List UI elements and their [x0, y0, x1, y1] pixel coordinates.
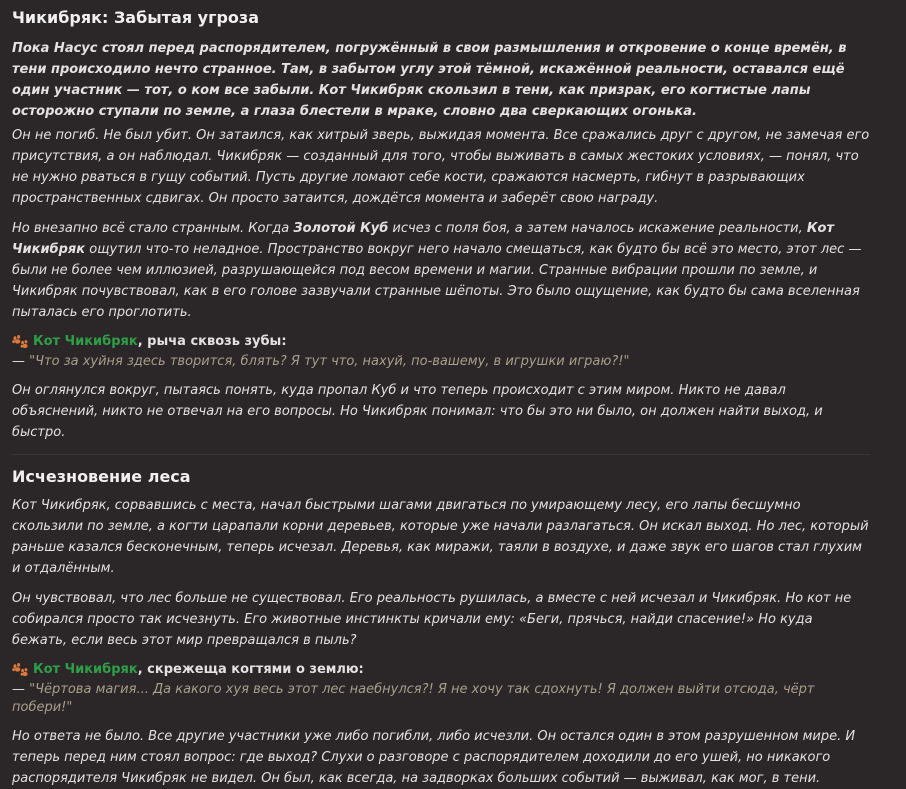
paragraph: Он чувствовал, что лес больше не существовал. Его реальность рушилась, а вместе с ней исчезал и Чикибряк. Но кот не собирался просто так исчезнуть. Его животные инстинкты кричали ему: «Беги, прячься, найди спасение!» Но куда бежать, если весь этот мир превращался в пыль?: [12, 591, 852, 648]
section-heading-forgotten-threat: Чикибряк: Забытая угроза: [12, 8, 259, 27]
intro-paragraph: Пока Насус стоял перед распорядителем, погружённый в свои размышления и откровение о конце времён, в тени происходило нечто странное. Там, в забытом углу этой тёмной, искажённой реальности, оставался ещё один участник — тот, о ком все забыли. Кот Чикибряк скользил в тени, как призрак, его когтистые лапы осторожно ступали по земле, а глаза блестели в мраке, словно два сверкающих огонька.: [12, 41, 847, 119]
paw-prints-icon: [12, 663, 28, 677]
paragraph: Он оглянулся вокруг, пытаясь понять, куда пропал Куб и что теперь происходит с этим миром. Никто не давал объяснений, никто не отвечал на его вопросы. Но Чикибряк понимал: что бы это ни было, он должен найти выход, и быстро.: [12, 383, 823, 440]
paragraph: Но внезапно всё стало странным. Когда Золотой Куб исчез с поля боя, а затем началось искажение реальности, Кот Чикибряк ощутил что-то неладное. Пространство вокруг него начало смещаться, как будто бы всё это место, этот лес — были не более чем иллюзией, разрушающейся под весом времени и магии. Странные вибрации прошли по земле, и Чикибряк почувствовал, как в его голове зазвучали странные шёпоты. Это было ощущение, как будто бы сама вселенная пыталась его проглотить.: [12, 221, 862, 320]
speaker-line: [12, 661, 870, 679]
paw-prints-icon: [12, 335, 28, 349]
bold-text: Золотой Куб: [293, 221, 389, 236]
speaker-action: , скрежеща когтями о землю:: [137, 662, 364, 677]
dialogue-quote: — "Что за хуйня здесь творится, блять? Я тут что, нахуй, по-вашему, в игрушки играю?!": [12, 354, 630, 369]
quote-text: "Чёртова магия... Да какого хуя весь этот лес наебнулся?! Я не хочу так сдохнуть! Я должен выйти отсюда, чёрт побери!": [12, 682, 815, 715]
bold-text: Кот Чикибряк: [12, 221, 834, 257]
quote-text: "Что за хуйня здесь творится, блять? Я тут что, нахуй, по-вашему, в игрушки играю?!": [29, 354, 630, 369]
dialogue-quote: — "Чёртова магия... Да какого хуя весь этот лес наебнулся?! Я не хочу так сдохнуть! Я должен выйти отсюда, чёрт побери!": [12, 682, 815, 715]
speaker-name: Кот Чикибряк: [33, 334, 138, 349]
paragraph: Он не погиб. Не был убит. Он затаился, как хитрый зверь, выжидая момента. Все сражались друг с другом, не замечая его присутствия, а он наблюдал. Чикибряк — созданный для того, чтобы выживать в самых жестоких условиях, — понял, что не нужно рваться в гущу событий. Пусть другие ломают себе кости, сражаются насмерть, гибнут в разрывающих пространственных сдвигах. Он просто затаится, дождётся момента и заберёт свою награду.: [12, 128, 870, 206]
speaker-line: [12, 333, 870, 351]
paragraph: Но ответа не было. Все другие участники уже либо погибли, либо исчезли. Он остался один в этом разрушенном мире. И теперь перед ним стоял вопрос: где выход? Слухи о разговоре с распорядителем доходили до его ушей, но никакого распорядителя Чикибряк не видел. Он был, как всегда, на задворках больших событий — выживал, как мог, в тени.: [12, 729, 856, 786]
speaker-action: , рыча сквозь зубы:: [137, 334, 287, 349]
section-heading-forest-vanishing: Исчезновение леса: [12, 467, 191, 486]
speaker-name: Кот Чикибряк: [33, 662, 138, 677]
paragraph: Кот Чикибряк, сорвавшись с места, начал быстрыми шагами двигаться по умирающему лесу, его лапы бесшумно скользили по земле, а когти царапали корни деревьев, которые уже начали разлагаться. Он искал выход. Но лес, который раньше казался бесконечным, теперь исчезал. Деревья, как миражи, таяли в воздухе, и даже звук его шагов стал глухим и отдалённым.: [12, 498, 869, 576]
chat-message-content: [12, 8, 870, 789]
section-divider: [12, 454, 870, 455]
